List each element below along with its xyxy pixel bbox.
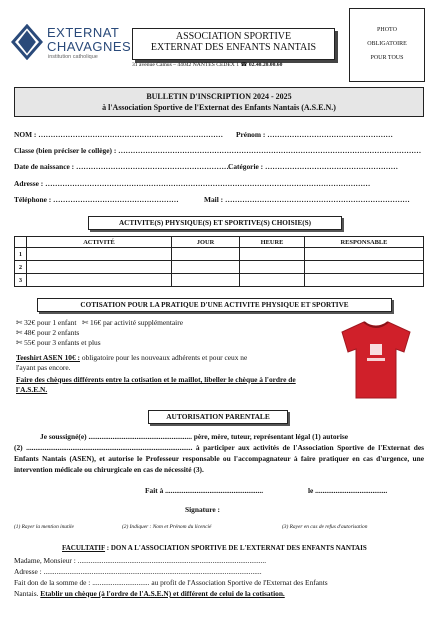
field-categorie[interactable]: Catégorie : ……………………………………………… — [228, 162, 398, 171]
logo-line2: CHAVAGNES — [47, 39, 132, 54]
photo-line1: PHOTO — [377, 27, 397, 33]
cotisation-heading: COTISATION POUR LA PRATIQUE D'UNE ACTIVITE PHYSIQUE ET SPORTIVE — [37, 298, 392, 312]
scissors-icon: ✄ — [16, 338, 23, 347]
activite-cell[interactable] — [27, 248, 172, 261]
logo-line1: EXTERNAT — [47, 25, 120, 40]
bulletin-title: BULLETIN D'INSCRIPTION 2024 - 2025 — [146, 92, 292, 101]
logo — [10, 22, 132, 68]
note2: (2) Indiquer : Nom et Prénom du licencié — [122, 524, 212, 530]
header-title2: EXTERNAT DES ENFANTS NANTAIS — [150, 42, 317, 53]
scissors-icon: ✄ — [81, 318, 89, 327]
header-title1: ASSOCIATION SPORTIVE — [175, 31, 292, 42]
le-field[interactable]: le ....................................... — [308, 486, 388, 495]
bulletin-box — [14, 87, 424, 117]
cotisation-item1: ✄ 32€ pour 1 enfant ✄ 16€ par activité supplémentaire — [16, 318, 183, 327]
teeshirt-text: Teeshirt ASEN 10€ : obligatoire pour les nouveaux adhérents et pour ceux ne l'ayant pas encore. — [16, 353, 248, 372]
fait-a-field[interactable]: Fait à ..................................................... — [145, 486, 264, 495]
col-heure: HEURE — [240, 237, 305, 248]
tshirt-image — [336, 318, 416, 400]
field-prenom[interactable]: Prénom : …………………………………………… — [236, 130, 393, 139]
facultatif-madame[interactable]: Madame, Monsieur : ...................................................................................................... — [14, 556, 267, 565]
field-adresse[interactable]: Adresse : …………………………………………………………………………………………………………………… — [14, 179, 371, 188]
header-contact — [132, 62, 342, 68]
cheques-text: Faire des chèques différents entre la cotisation et le maillot, libeller le chèque à l'ordre de l'A.S.E.N. — [16, 375, 296, 394]
field-classe[interactable]: Classe (bien préciser le collège) : …………………………………………………………………………………………………………… — [14, 146, 422, 155]
header-address: 31 avenue Camus – 44042 NANTES CEDEX 1 — [132, 62, 240, 68]
table-row: 1 — [15, 248, 424, 261]
logo-cross-icon — [10, 24, 44, 60]
facultatif-nantais: Nantais. Etablir un chèque (à l'ordre de l'A.S.E.N) et différent de celui de la cotisation. — [14, 589, 285, 598]
col-jour: JOUR — [172, 237, 240, 248]
note3: (3) Rayer en cas de refus d'autorisation — [282, 524, 368, 530]
scissors-icon: ✄ — [16, 318, 23, 327]
photo-line3: POUR TOUS — [370, 55, 404, 61]
bulletin-subtitle: à l'Association Sportive de l'Externat des Enfants Nantais (A.S.E.N.) — [102, 103, 336, 112]
col-responsable: RESPONSABLE — [305, 237, 424, 248]
cotisation-item3: ✄ 55€ pour 3 enfants et plus — [16, 338, 101, 347]
autorisation-p2: (2) .......................................................................................... à participer aux activités de l'Association Sportive de l'Externat des Enfants Nantais (ASEN), et autorise le Professeur responsable ou l'accompagnateur à faire pratiquer en cas d'urgence, une intervention médicale ou chirurgicale en cas de nécessité (3). — [14, 443, 424, 474]
phone-icon: ☎ — [240, 62, 248, 68]
activities-heading: ACTIVITE(S) PHYSIQUE(S) ET SPORTIVE(S) CHOISIE(S) — [88, 216, 342, 230]
note1: (1) Rayer la mention inutile — [14, 524, 74, 530]
table-row: 3 — [15, 274, 424, 287]
logo-line3: institution catholique — [48, 54, 98, 60]
signature-label: Signature : — [185, 505, 220, 514]
photo-box — [349, 8, 425, 82]
field-naissance[interactable]: Date de naissance : ……………………………………………………… — [14, 162, 232, 171]
header-phone: 02.40.20.00.60 — [248, 62, 283, 68]
facultatif-adresse[interactable]: Adresse : ...................................................................................................................... — [14, 567, 262, 576]
cotisation-item2: ✄ 48€ pour 2 enfants — [16, 328, 80, 337]
field-telephone[interactable]: Téléphone : …………………………………………… — [14, 195, 179, 204]
photo-line2: OBLIGATOIRE — [367, 41, 407, 47]
header-box — [132, 28, 335, 60]
activities-table — [14, 236, 424, 287]
scissors-icon: ✄ — [16, 328, 23, 337]
autorisation-heading: AUTORISATION PARENTALE — [148, 410, 288, 424]
field-nom[interactable]: NOM : ………………………………………………………………… — [14, 130, 223, 139]
table-row: 2 — [15, 261, 424, 274]
facultatif-heading: FACULTATIF : DON A L'ASSOCIATION SPORTIVE DE L'EXTERNAT DES ENFANTS NANTAIS — [62, 544, 367, 552]
autorisation-p1: Je soussigné(e) ........................................................ père, mère, tuteur, représentant légal (1) autorise — [40, 432, 349, 441]
col-activite: ACTIVITÉ — [27, 237, 172, 248]
facultatif-don[interactable]: Fait don de la somme de : ............................... au profit de l'Association Sportive de l'Externat des Enfants — [14, 578, 328, 587]
field-mail[interactable]: Mail : ………………………………………………………………… — [204, 195, 410, 204]
